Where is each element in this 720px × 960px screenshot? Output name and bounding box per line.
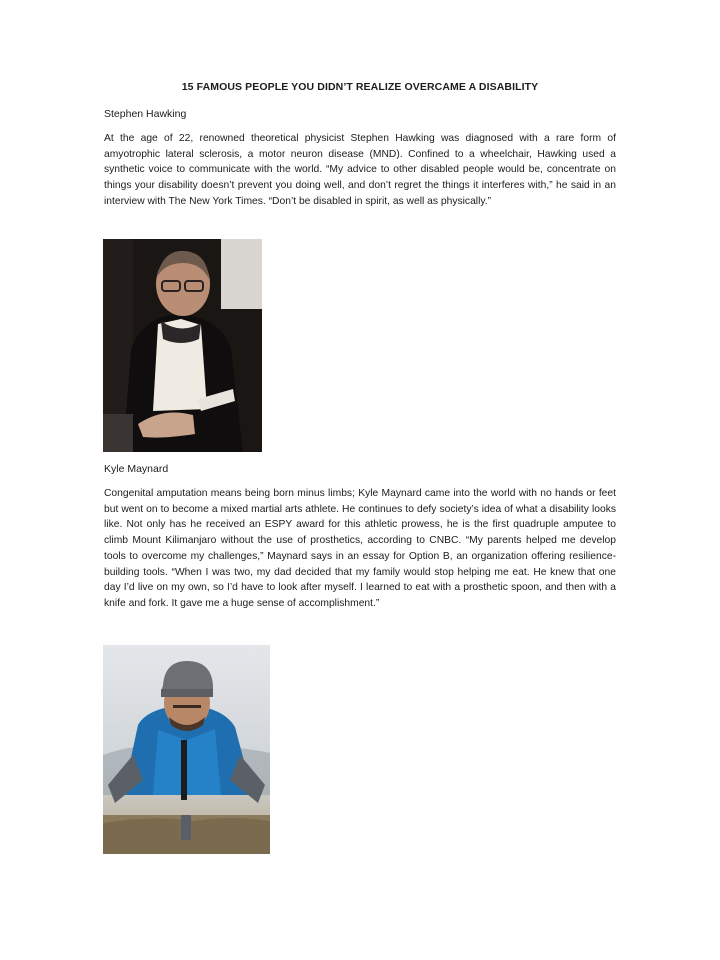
section-heading-hawking: Stephen Hawking	[104, 108, 187, 120]
maynard-photo	[103, 645, 270, 854]
section-paragraph-maynard: Congenital amputation means being born minus limbs; Kyle Maynard came into the world with no hands or feet but went on to become a mixed martial arts athlete. He continues to defy society’s idea of what a disability looks like. Not only has he received an ESPY award for this athletic prowess, he is the first quadruple amputee to climb Mount Kilimanjaro without the use of prosthetics, according to CNBC. “My parents helped me develop tools to overcome my challenges,” Maynard says in an essay for Option B, an organization offering resilience-building tools. “When I was two, my dad decided that my family would stop helping me eat. He knew that one day I’d live on my own, so I’d have to look after myself. I learned to eat with a prosthetic spoon, and then with a knife and fork. It gave me a huge sense of accomplishment.”	[104, 488, 616, 609]
section-paragraph-hawking: At the age of 22, renowned theoretical physicist Stephen Hawking was diagnosed with a rare form of amyotrophic lateral sclerosis, a motor neuron disease (MND). Confined to a wheelchair, Hawking used a synthetic voice to communicate with the world. “My advice to other disabled people would be, concentrate on things your disability doesn’t prevent you doing well, and don’t regret the things it interferes with,” he said in an interview with The New York Times. “Don’t be disabled in spirit, as well as physically.”	[104, 133, 616, 207]
hawking-photo	[103, 239, 262, 452]
section-heading-maynard: Kyle Maynard	[104, 463, 169, 475]
document-title: 15 FAMOUS PEOPLE YOU DIDN’T REALIZE OVERCAME A DISABILITY	[181, 81, 539, 93]
